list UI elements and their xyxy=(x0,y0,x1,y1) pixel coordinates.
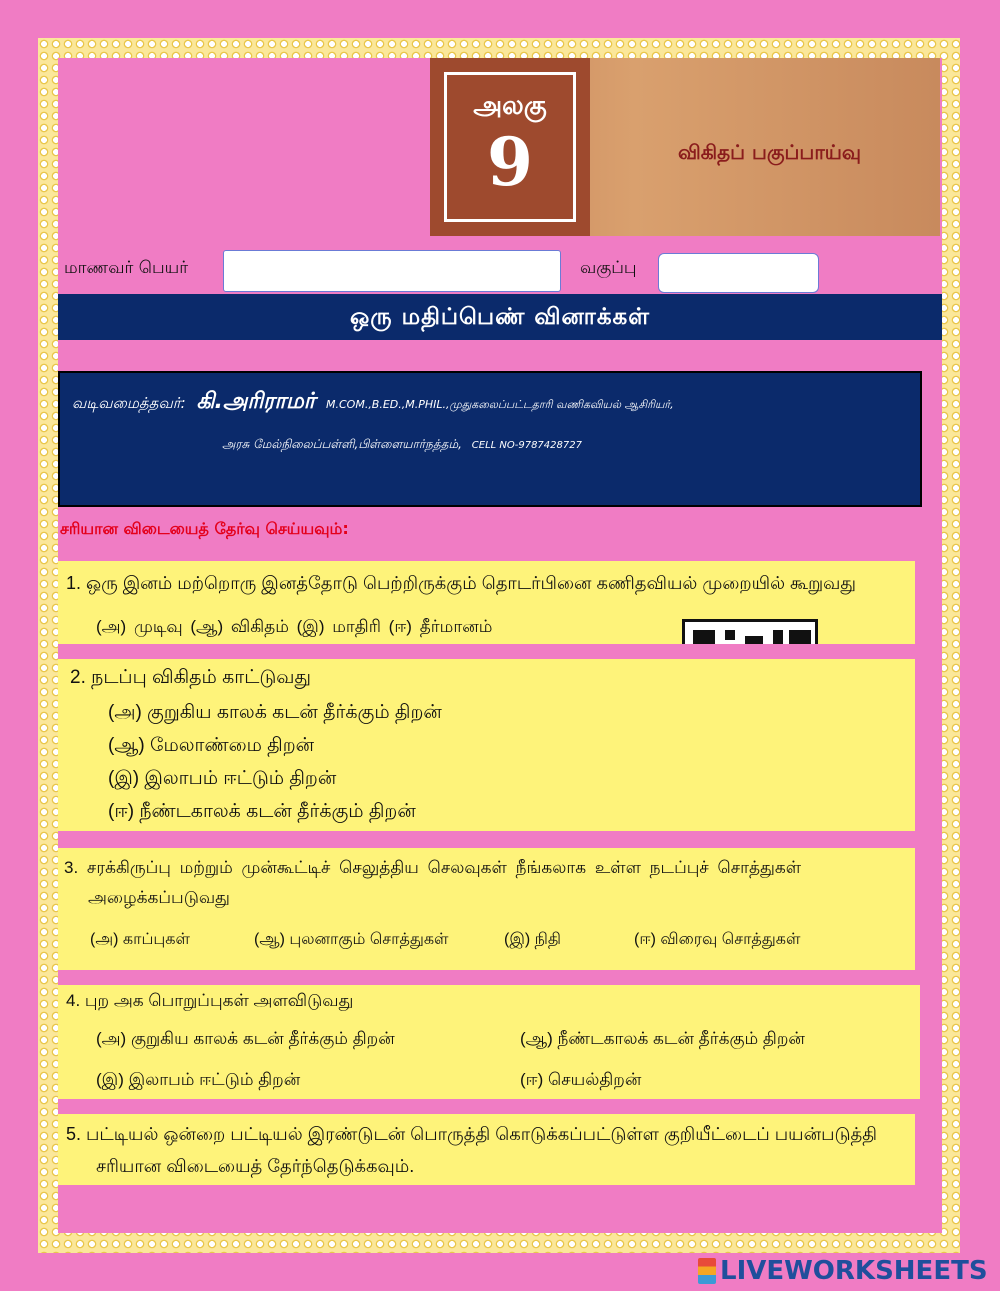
question-5-text-cont: சரியான விடையைத் தேர்ந்தெடுக்கவும். xyxy=(96,1156,415,1176)
designer-name: கி.அரிராமர் xyxy=(196,389,316,414)
question-1-text: 1. ஒரு இனம் மற்றொரு இனத்தோடு பெற்றிருக்கும் தொடர்பினை கணிதவியல் முறையில் கூறுவது xyxy=(66,573,856,593)
question-1 xyxy=(58,561,915,644)
question-2-option-a[interactable]: (அ) குறுகிய காலக் கடன் தீர்க்கும் திறன் xyxy=(108,702,442,723)
question-2-option-c[interactable]: (இ) இலாபம் ஈட்டும் திறன் xyxy=(108,768,337,789)
question-3 xyxy=(58,848,915,970)
question-3-text-cont: அழைக்கப்படுவது xyxy=(88,888,230,907)
question-4-option-b[interactable]: (ஆ) நீண்டகாலக் கடன் தீர்க்கும் திறன் xyxy=(520,1029,805,1048)
designer-credit-box xyxy=(58,371,922,507)
unit-badge-frame xyxy=(444,72,576,222)
designer-prefix: வடிவமைத்தவர்: xyxy=(72,394,186,412)
liveworksheets-logo[interactable] xyxy=(698,1256,994,1286)
school-name: அரசு மேல்நிலைப்பள்ளி,பிள்ளையார்நத்தம், xyxy=(222,437,462,451)
question-4 xyxy=(58,985,920,1099)
live-badge-icon xyxy=(698,1258,716,1284)
question-5 xyxy=(58,1114,915,1185)
cell-number: CELL NO-9787428727 xyxy=(471,440,582,451)
class-input[interactable] xyxy=(658,253,819,293)
unit-number: 9 xyxy=(487,123,533,201)
question-4-option-a[interactable]: (அ) குறுகிய காலக் கடன் தீர்க்கும் திறன் xyxy=(96,1029,395,1048)
designer-line xyxy=(72,389,674,417)
school-line xyxy=(222,437,582,453)
brand-name: LIVEWORKSHEETS xyxy=(720,1256,988,1286)
question-3-text: 3. சரக்கிருப்பு மற்றும் முன்கூட்டிச் செலுத்திய செலவுகள் நீங்கலாக உள்ள நடப்புச் சொத்துகள் xyxy=(64,858,802,877)
section-banner: ஒரு மதிப்பெண் வினாக்கள் xyxy=(58,294,942,340)
qr-code xyxy=(682,619,818,644)
question-3-option-b[interactable]: (ஆ) புலனாகும் சொத்துகள் xyxy=(254,931,449,948)
designer-qualifications: M.COM.,B.ED.,M.PHIL.,முதுகலைப்பட்டதாரி வணிகவியல் ஆசிரியர், xyxy=(326,398,674,411)
question-4-option-c[interactable]: (இ) இலாபம் ஈட்டும் திறன் xyxy=(96,1070,301,1089)
student-name-input[interactable] xyxy=(223,250,561,292)
question-5-text: 5. பட்டியல் ஒன்றை பட்டியல் இரண்டுடன் பொருத்தி கொடுக்கப்பட்டுள்ள குறியீட்டைப் பயன்படுத்தி xyxy=(66,1124,878,1144)
question-3-option-a[interactable]: (அ) காப்புகள் xyxy=(90,931,190,948)
question-4-option-d[interactable]: (ஈ) செயல்திறன் xyxy=(520,1070,642,1089)
question-2 xyxy=(58,659,915,831)
question-2-text: 2. நடப்பு விகிதம் காட்டுவது xyxy=(70,667,311,688)
class-label: வகுப்பு xyxy=(580,258,637,278)
question-3-option-d[interactable]: (ஈ) விரைவு சொத்துகள் xyxy=(634,931,801,948)
student-name-label: மாணவர் பெயர் xyxy=(64,258,189,278)
question-4-text: 4. புற அக பொறுப்புகள் அளவிடுவது xyxy=(66,991,354,1010)
unit-label: அலகு xyxy=(473,91,547,121)
chapter-title: விகிதப் பகுப்பாய்வு xyxy=(678,140,862,164)
instruction-text: சரியான விடையைத் தேர்வு செய்யவும்: xyxy=(60,519,349,538)
question-2-option-b[interactable]: (ஆ) மேலாண்மை திறன் xyxy=(108,735,315,756)
question-1-options[interactable]: (அ) முடிவு (ஆ) விகிதம் (இ) மாதிரி (ஈ) தீர்மானம் xyxy=(96,617,493,636)
question-3-option-c[interactable]: (இ) நிதி xyxy=(504,931,562,948)
question-2-option-d[interactable]: (ஈ) நீண்டகாலக் கடன் தீர்க்கும் திறன் xyxy=(108,801,416,822)
